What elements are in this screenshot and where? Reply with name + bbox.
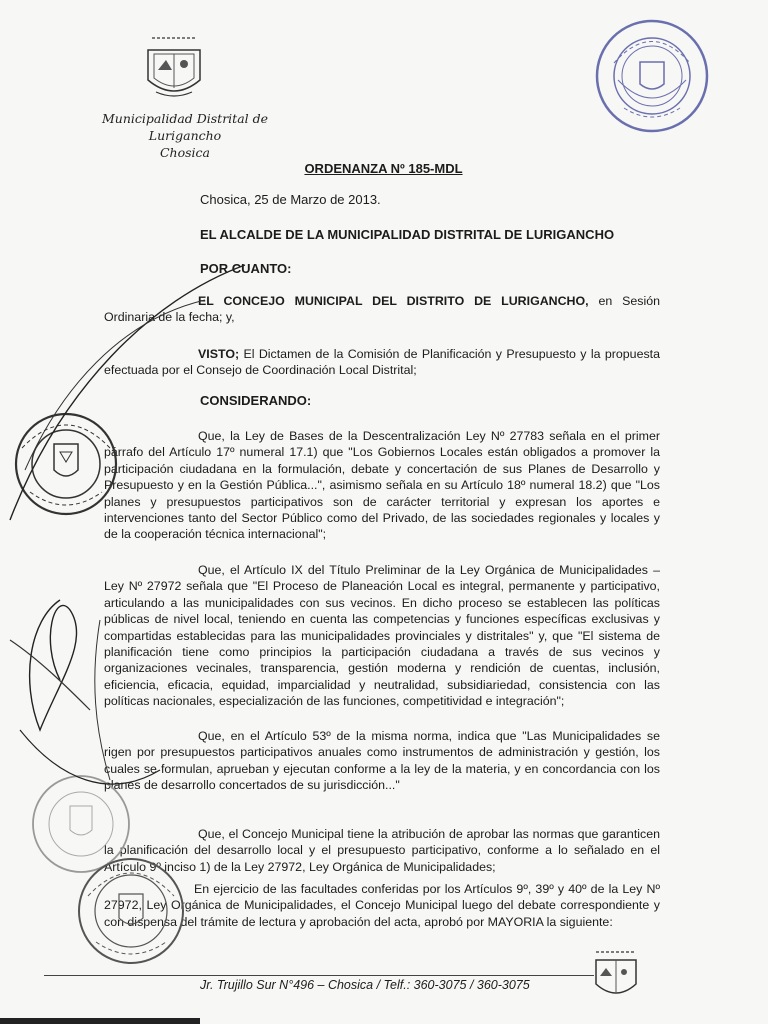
- scan-edge: [0, 1018, 200, 1024]
- concejo-lead: EL CONCEJO MUNICIPAL DEL DISTRITO DE LURIGANCHO,: [198, 294, 589, 308]
- considerando-heading: CONSIDERANDO:: [200, 393, 312, 408]
- municipality-city: Chosica: [159, 145, 210, 160]
- paragraph-5-text: En ejercicio de las facultades conferidas por los Artículos 9º, 39º y 40º de la Ley Nº 27972, Ley Orgánica de Municipalidades, el Concejo Municipal luego del debate correspondiente y con dispensa del trámite de lectura y aprobación del acta, aprobó por MAYORIA la siguiente:: [104, 882, 660, 929]
- municipality-header: [70, 110, 300, 161]
- lower-municipal-seal-stamp: [72, 852, 190, 970]
- handwritten-signature: [0, 260, 260, 820]
- visto-lead: VISTO;: [198, 347, 240, 361]
- alcalde-heading: EL ALCALDE DE LA MUNICIPALIDAD DISTRITAL DE LURIGANCHO: [200, 227, 615, 242]
- footer-address: Jr. Trujillo Sur N°496 – Chosica / Telf.: 360-3075 / 360-3075: [200, 978, 530, 992]
- footer-divider: [44, 975, 594, 976]
- footer-coat-of-arms-logo: [590, 946, 642, 1006]
- coat-of-arms-logo: [138, 30, 210, 106]
- document-title: ORDENANZA Nº 185-MDL: [304, 161, 463, 176]
- visto-rest: El Dictamen de la Comisión de Planificación y Presupuesto y la propuesta efectuada por el Consejo de Coordinación Local Distrital;: [104, 347, 660, 378]
- paragraph-3-text: Que, en el Artículo 53º de la misma norma, indica que "Las Municipalidades se rigen por presupuestos participativos anuales como instrumentos de administración y gestión, los cuales se formulan, aprueban y ejecutan conforme a la ley de la materia, y en concordancia con los planes de desarrollo concertados de su jurisdicción...": [104, 729, 660, 793]
- paragraph-1-text: Que, la Ley de Bases de la Descentralización Ley Nº 27783 señala en el primer párrafo del Artículo 17º numeral 17.1) que "Los Gobiernos Locales están obligados a promover la participación ciudadana en la formulación, debate y concertación de sus Planes de Desarrollo y Presupuesto y en la Gestión Pública...", asimismo señala en su Artículo 18º numeral 18.2) que "Los planes y presupuestos participativos son de carácter territorial y expresan los aportes e intervenciones tanto del Sector Público como del Privado, de las sociedades regionales y locales y de la cooperación técnica internacional";: [104, 429, 660, 542]
- concejo-rest: en Sesión Ordinaria de la fecha; y,: [104, 294, 661, 325]
- por-cuanto-heading: POR CUANTO:: [200, 261, 292, 276]
- paragraph-4-text: Que, el Concejo Municipal tiene la atribución de aprobar las normas que garanticen la planificación del desarrollo local y el presupuesto participativo, conforme a lo señalado en el Artículo 9º inciso 1) de la Ley 27972, Ley Orgánica de Municipalidades;: [104, 827, 660, 874]
- paragraph-2-text: Que, el Artículo IX del Título Preliminar de la Ley Orgánica de Municipalidades – Ley Nº 27972 señala que "El Proceso de Planeación Local es integral, permanente y participativo, articulando a las municipalidades con sus vecinos. En dicho proceso se establecen las políticas públicas de nivel local, teniendo en cuenta las competencias y funciones específicas exclusivas y compartidas establecidas para las municipalidades provinciales y distritales" y, que "El sistema de planificación tiene como principios la participación ciudadana a través de sus vecinos y organizaciones vecinales, transparencia, gestión moderna y rendición de cuentas, inclusión, eficiencia, eficacia, equidad, imparcialidad y neutralidad, subsidiariedad, consistencia con las políticas nacionales, especialización de las funciones, competitividad e integración";: [104, 563, 660, 709]
- secretaria-general-stamp: [594, 18, 710, 134]
- municipality-name: Municipalidad Distrital de Lurigancho: [101, 111, 269, 143]
- document-date: Chosica, 25 de Marzo de 2013.: [200, 192, 381, 207]
